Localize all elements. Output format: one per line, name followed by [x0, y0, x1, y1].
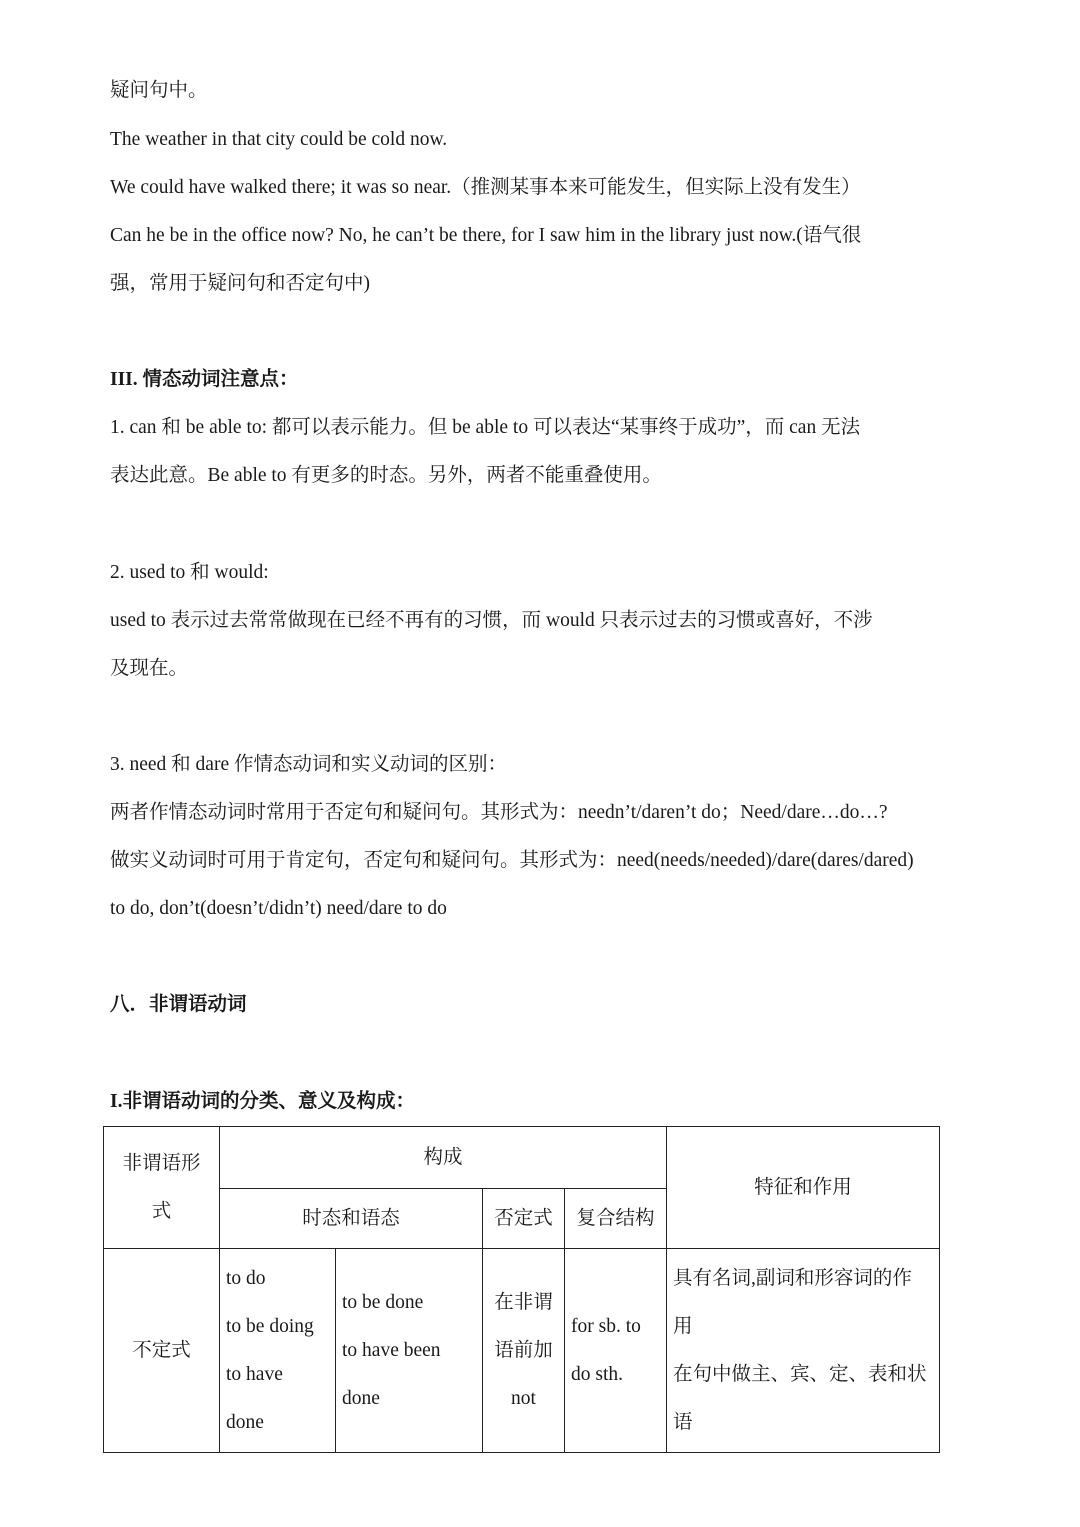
subheader-negative: 否定式	[483, 1189, 565, 1249]
negative-line: not	[511, 1387, 536, 1409]
table-heading: I.非谓语动词的分类、意义及构成：	[110, 1091, 415, 1112]
header-composition: 构成	[220, 1127, 667, 1189]
text-line: 3. need 和 dare 作情态动词和实义动词的区别：	[110, 754, 507, 775]
passive-form: to be done	[342, 1291, 424, 1313]
subheader-compound: 复合结构	[565, 1189, 667, 1249]
compound-line: do sth.	[571, 1363, 624, 1385]
cell-negative	[483, 1249, 565, 1453]
feature-line: 语	[673, 1411, 693, 1433]
example-sentence: The weather in that city could be cold now.	[110, 129, 448, 150]
passive-form: to have been	[342, 1339, 441, 1361]
feature-line: 在句中做主、宾、定、表和状	[673, 1363, 927, 1385]
header-feature: 特征和作用	[667, 1127, 940, 1249]
cell-passive-forms	[336, 1249, 483, 1453]
text-line: 2. used to 和 would:	[110, 562, 269, 583]
active-form: to be doing	[226, 1315, 314, 1337]
active-form: to do	[226, 1267, 266, 1289]
cell-feature	[667, 1249, 940, 1453]
feature-line: 具有名词,副词和形容词的作	[673, 1267, 912, 1289]
negative-line: 在非谓	[494, 1291, 553, 1313]
text-line: 疑问句中。	[110, 80, 208, 101]
negative-line: 语前加	[494, 1339, 553, 1361]
cell-compound	[565, 1249, 667, 1453]
compound-line: for sb. to	[571, 1315, 641, 1337]
section-heading: III. 情态动词注意点：	[110, 369, 299, 390]
header-form-line2: 式	[151, 1200, 172, 1222]
text-line: 1. can 和 be able to: 都可以表示能力。但 be able to 可以表达“某事终于成功”，而 can 无法	[110, 417, 861, 438]
nonfinite-verb-table	[103, 1126, 940, 1453]
table-row	[104, 1249, 940, 1453]
cell-form: 不定式	[104, 1249, 220, 1453]
text-line: used to 表示过去常常做现在已经不再有的习惯，而 would 只表示过去的习惯或喜好，不涉	[110, 610, 873, 631]
header-form-line1: 非谓语形	[122, 1152, 201, 1174]
passive-form: done	[342, 1387, 380, 1409]
header-form	[104, 1127, 220, 1249]
text-line: 及现在。	[110, 658, 189, 679]
text-line: 两者作情态动词时常用于否定句和疑问句。其形式为：needn’t/daren’t do；Need/dare…do…?	[110, 802, 888, 823]
example-sentence: Can he be in the office now? No, he can’t be there, for I saw him in the library just now.(语气很	[110, 225, 862, 246]
text-line: 强，常用于疑问句和否定句中)	[110, 273, 370, 294]
example-sentence: We could have walked there; it was so near.（推测某事本来可能发生，但实际上没有发生）	[110, 177, 861, 198]
text-line: 表达此意。Be able to 有更多的时态。另外，两者不能重叠使用。	[110, 465, 662, 486]
active-form: to have	[226, 1363, 283, 1385]
text-line: to do, don’t(doesn’t/didn’t) need/dare to do	[110, 898, 447, 919]
active-form: done	[226, 1411, 264, 1433]
chapter-heading: 八．非谓语动词	[110, 994, 247, 1015]
feature-line: 用	[673, 1315, 693, 1337]
cell-active-forms	[220, 1249, 336, 1453]
text-line: 做实义动词时可用于肯定句，否定句和疑问句。其形式为：need(needs/needed)/dare(dares/dared)	[110, 850, 914, 871]
subheader-tense-voice: 时态和语态	[220, 1189, 483, 1249]
